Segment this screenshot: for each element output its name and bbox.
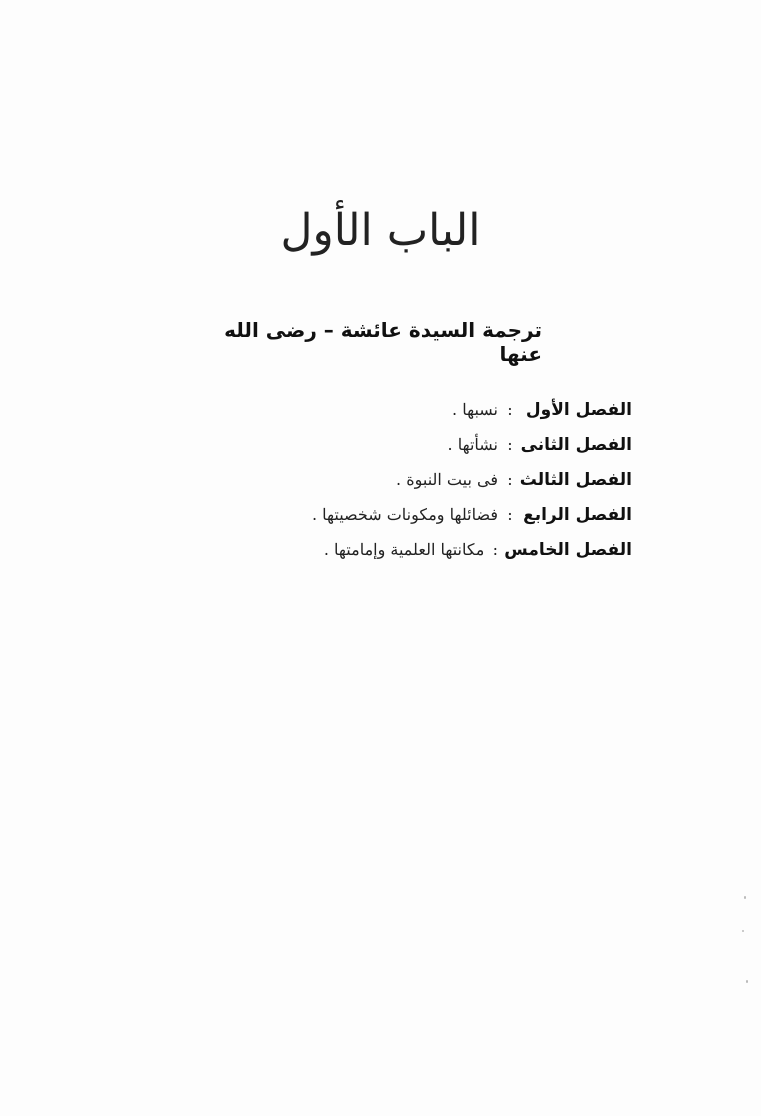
section-row xyxy=(250,540,632,575)
section-title: مكانتها العلمية وإمامتها . xyxy=(323,540,485,559)
scan-speck xyxy=(746,980,748,983)
section-label: الفصل الأول xyxy=(525,400,632,420)
section-row xyxy=(250,470,632,505)
section-title: نشأتها . xyxy=(447,435,498,454)
section-title: فى بيت النبوة . xyxy=(396,470,498,489)
scan-speck xyxy=(742,930,744,932)
section-row xyxy=(250,435,632,470)
chapter-sections-list xyxy=(250,400,632,575)
section-colon: : xyxy=(507,505,513,524)
section-label: الفصل الرابع xyxy=(523,505,632,525)
scan-speck xyxy=(744,896,746,899)
section-colon: : xyxy=(507,435,513,454)
section-colon: : xyxy=(507,400,513,419)
section-colon: : xyxy=(507,470,513,489)
section-row xyxy=(250,505,632,540)
section-title: نسبها . xyxy=(452,400,498,419)
chapter-title: الباب الأول xyxy=(280,205,481,256)
section-label: الفصل الخامس xyxy=(504,540,632,560)
section-label: الفصل الثانى xyxy=(520,435,632,455)
chapter-subtitle: ترجمة السيدة عائشة – رضى الله عنها xyxy=(224,318,542,366)
section-colon: : xyxy=(492,540,498,559)
section-label: الفصل الثالث xyxy=(519,470,632,490)
section-row xyxy=(250,400,632,435)
section-title: فضائلها ومكونات شخصيتها . xyxy=(311,505,498,524)
